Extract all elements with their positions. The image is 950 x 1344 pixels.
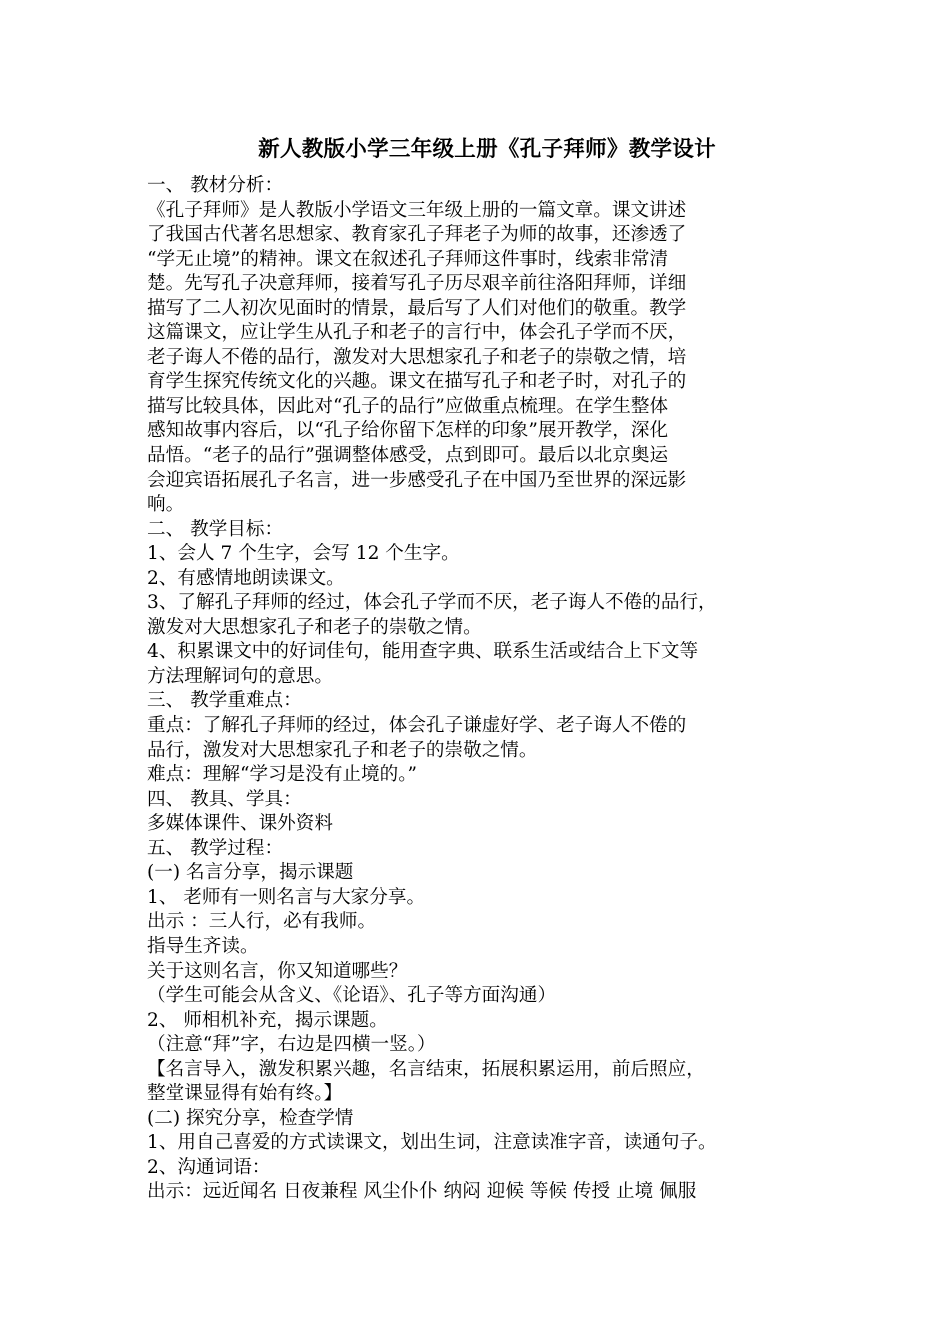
text-line: (二) 探究分享，检查学情 <box>147 1107 354 1129</box>
text-line: 重点：了解孔子拜师的经过，体会孔子谦虚好学、老子诲人不倦的 <box>147 715 687 737</box>
text-line: 品行，激发对大思想家孔子和老子的崇敬之情。 <box>147 739 538 761</box>
section-heading: 二、 教学目标： <box>147 518 284 540</box>
text-line: 1、 老师有一则名言与大家分享。 <box>147 886 426 908</box>
text-line: “学无止境”的精神。课文在叙述孔子拜师这件事时，线索非常清 <box>147 248 669 270</box>
text-line: 这篇课文，应让学生从孔子和老子的言行中，体会孔子学而不厌， <box>147 322 687 344</box>
text-line: （学生可能会从含义、《论语》、孔子等方面沟通） <box>147 985 557 1007</box>
document-body <box>147 174 827 1205</box>
text-line: 出示 ：三人行，必有我师。 <box>147 911 377 933</box>
text-line: 楚。先写孔子决意拜师，接着写孔子历尽艰辛前往洛阳拜师，详细 <box>147 273 687 295</box>
text-line: 一、 教材分析： <box>147 175 284 196</box>
text-line: 多媒体课件、课外资料 <box>147 813 333 835</box>
text-line: 方法理解词句的意思。 <box>147 665 333 687</box>
text-line: 关于这则名言，你又知道哪些？ <box>147 960 408 982</box>
text-line: 描写了二人初次见面时的情景，最后写了人们对他们的敬重。教学 <box>147 297 687 319</box>
text-line: 激发对大思想家孔子和老子的崇敬之情。 <box>147 616 482 638</box>
text-line: 3、了解孔子拜师的经过，体会孔子学而不厌，老子诲人不倦的品行， <box>147 592 717 614</box>
text-line: (一) 名言分享，揭示课题 <box>147 862 354 884</box>
text-line: 会迎宾语拓展孔子名言，进一步感受孔子在中国乃至世界的深远影 <box>147 469 687 491</box>
section-heading: 三、 教学重难点： <box>147 690 302 712</box>
text-line: 指导生齐读。 <box>147 935 259 957</box>
text-line: 感知故事内容后，以“孔子给你留下怎样的印象”展开教学，深化 <box>147 420 669 442</box>
section-heading: 四、 教具、学具： <box>147 788 302 810</box>
text-line: （注意“拜”字，右边是四横一竖。） <box>147 1034 436 1056</box>
section-heading: 五、 教学过程： <box>147 837 284 859</box>
text-line: 老子诲人不倦的品行，激发对大思想家孔子和老子的崇敬之情，培 <box>147 346 687 368</box>
document-page <box>147 134 827 1205</box>
text-line: 1、用自己喜爱的方式读课文，划出生词，注意读准字音，读通句子。 <box>147 1132 717 1154</box>
text-line: 2、 师相机补充，揭示课题。 <box>147 1009 388 1031</box>
text-line: 育学生探究传统文化的兴趣。课文在描写孔子和老子时，对孔子的 <box>147 371 687 393</box>
text-line: 整堂课显得有始有终。】 <box>147 1083 343 1105</box>
text-line: 难点：理解“学习是没有止境的。” <box>147 764 418 786</box>
text-line: 1、会人 7 个生字，会写 12 个生字。 <box>147 543 460 565</box>
text-line: 【名言导入，激发积累兴趣，名言结束，拓展积累运用，前后照应， <box>147 1058 705 1080</box>
text-line: 2、沟通词语： <box>147 1156 271 1178</box>
text-line: 描写比较具体，因此对“孔子的品行”应做重点梳理。在学生整体 <box>147 395 669 417</box>
text-line: 4、积累课文中的好词佳句，能用查字典、联系生活或结合上下文等 <box>147 641 699 663</box>
text-line: 响。 <box>147 494 185 516</box>
document-title: 新人教版小学三年级上册《孔子拜师》教学设计 <box>258 137 716 162</box>
text-line: 《孔子拜师》是人教版小学语文三年级上册的一篇文章。课文讲述 <box>147 199 687 221</box>
text-line: 出示：远近闻名 日夜兼程 风尘仆仆 纳闷 迎候 等候 传授 止境 佩服 <box>147 1181 697 1203</box>
text-line: 品悟。“老子的品行”强调整体感受，点到即可。最后以北京奥运 <box>147 445 669 467</box>
text-line: 2、有感情地朗读课文。 <box>147 567 345 589</box>
text-line: 了我国古代著名思想家、教育家孔子拜老子为师的故事，还渗透了 <box>147 224 687 246</box>
